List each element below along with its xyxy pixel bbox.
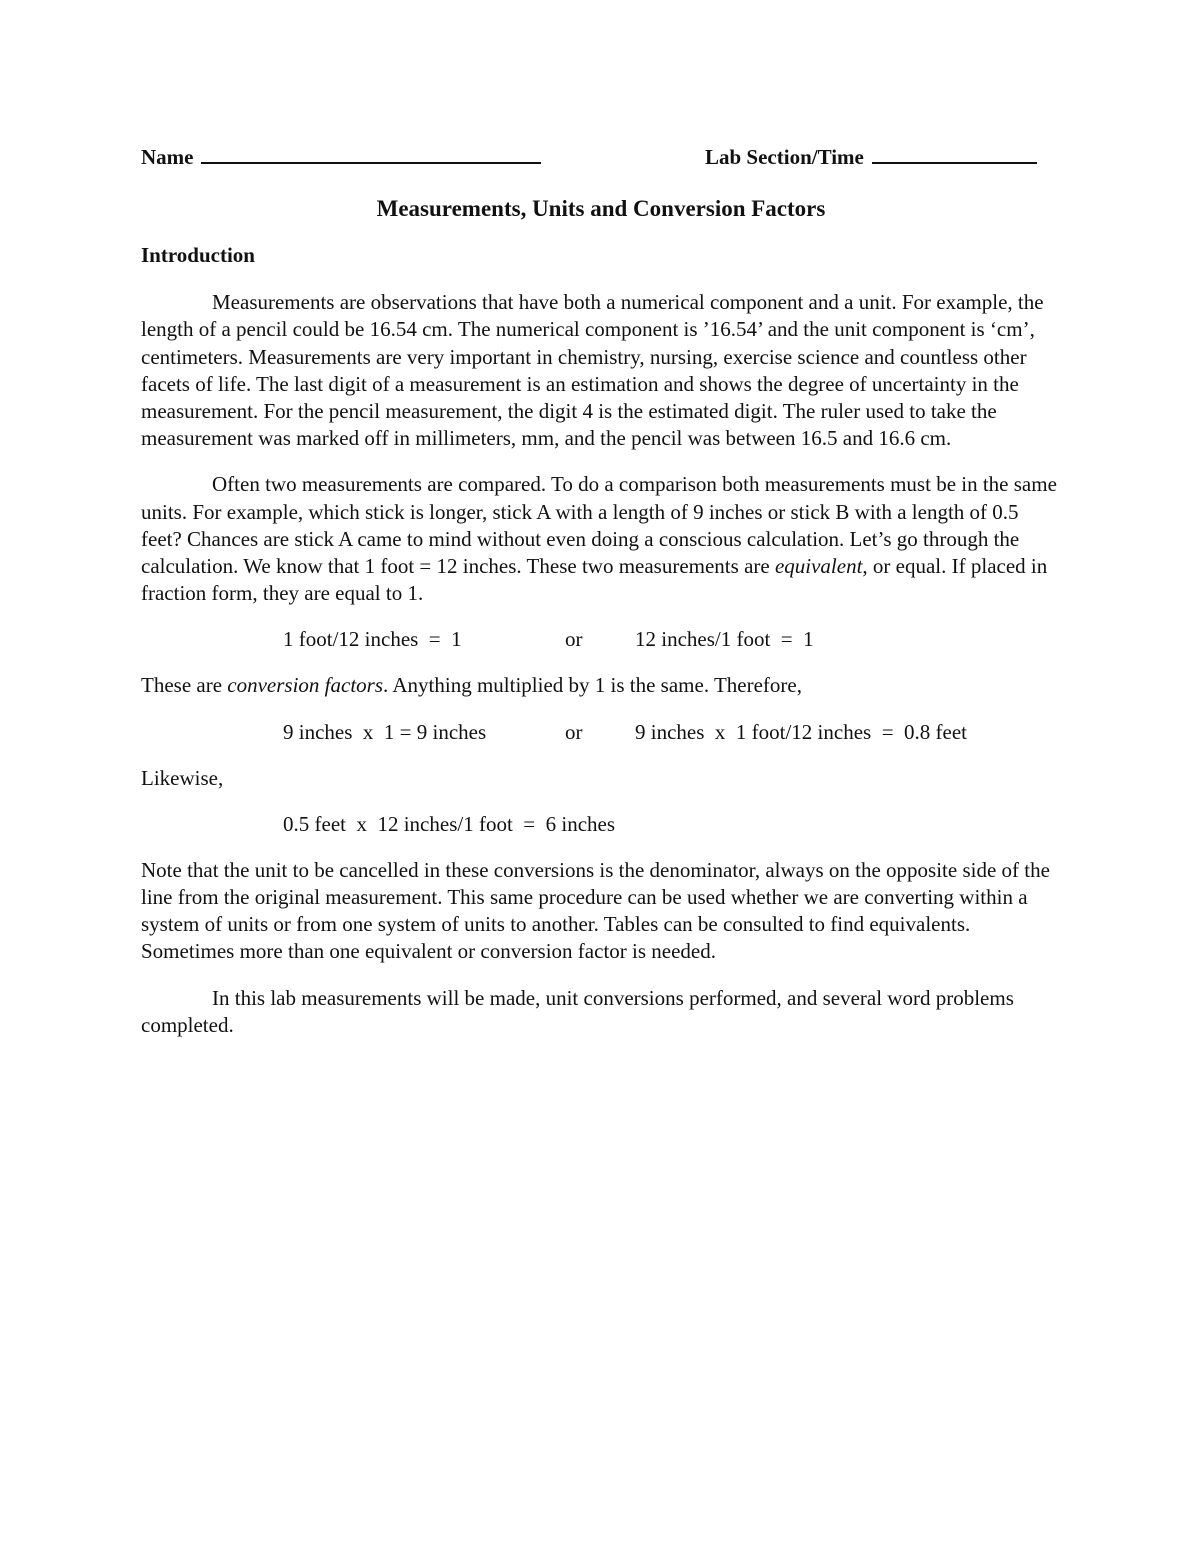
paragraph-note: Note that the unit to be cancelled in these conversions is the denominator, always on the opposite side of the line from the original measurement. This same procedure can be used whether we are converting within a system of units or from one system of units to another. Tables can be consulted to find equivalents. Sometimes more than one equivalent or conversion factor is needed. <box>141 857 1050 964</box>
document-title: Measurements, Units and Conversion Factors <box>376 196 826 221</box>
paragraph-likewise: Likewise, <box>141 765 224 790</box>
equation-2-left: 9 inches x 1 = 9 inches <box>283 719 487 744</box>
document-content <box>141 140 1061 1039</box>
conversion-text-2: . Anything multiplied by 1 is the same. Therefore, <box>383 673 802 698</box>
conversion-text-1: These are <box>141 673 228 698</box>
conversion-emphasis: conversion factors <box>227 673 384 698</box>
lab-section-label: Lab Section/Time <box>705 145 864 169</box>
name-field <box>141 140 541 171</box>
paragraph-comparison-text-1: Often two measurements are compared. To do a comparison both measurements must be in the same units. For example, which stick is longer, stick A with a length of 9 inches or stick B with a length of 0.5 feet? Chances are stick A came to mind without even doing a conscious calculation. Let’s go through the calculation. We know that 1 foot = 12 inches. These two measurements are <box>141 472 1057 579</box>
equation-1-left: 1 foot/12 inches = 1 <box>283 627 462 652</box>
equation-1-or: or <box>565 627 583 652</box>
lab-section-blank-line <box>872 140 1037 164</box>
section-heading-introduction: Introduction <box>141 243 255 267</box>
paragraph-comparison-emphasis: equivalent <box>774 554 863 579</box>
header-row <box>141 140 1061 170</box>
equation-nine-inches <box>141 719 1061 746</box>
equation-foot-inches <box>141 626 1061 653</box>
equation-half-foot <box>141 811 1061 838</box>
lab-section-field <box>705 140 1037 171</box>
equation-2-or: or <box>565 719 583 744</box>
paragraph-lab-summary: In this lab measurements will be made, unit conversions performed, and several word problems completed. <box>141 985 1014 1037</box>
name-blank-line <box>201 140 541 164</box>
equation-1-right: 12 inches/1 foot = 1 <box>635 627 814 652</box>
paragraph-measurements: Measurements are observations that have both a numerical component and a unit. For example, the length of a pencil could be 16.54 cm. The numerical component is ’16.54’ and the unit component is ‘cm’, centimeters. Measurements are very important in chemistry, nursing, exercise science and countless other facets of life. The last digit of a measurement is an estimation and shows the degree of uncertainty in the measurement. For the pencil measurement, the digit 4 is the estimated digit. The ruler used to take the measurement was marked off in millimeters, mm, and the pencil was between 16.5 and 16.6 cm. <box>141 290 1044 451</box>
name-label: Name <box>141 145 194 169</box>
paragraph-conversion-factors <box>141 672 1061 699</box>
paragraph-comparison <box>141 471 1061 607</box>
equation-2-right: 9 inches x 1 foot/12 inches = 0.8 feet <box>635 719 968 744</box>
paragraph-comparison-text-2: , or equal. If placed in fraction form, they are equal to 1. <box>141 554 1048 606</box>
equation-3-left: 0.5 feet x 12 inches/1 foot = 6 inches <box>283 811 616 836</box>
